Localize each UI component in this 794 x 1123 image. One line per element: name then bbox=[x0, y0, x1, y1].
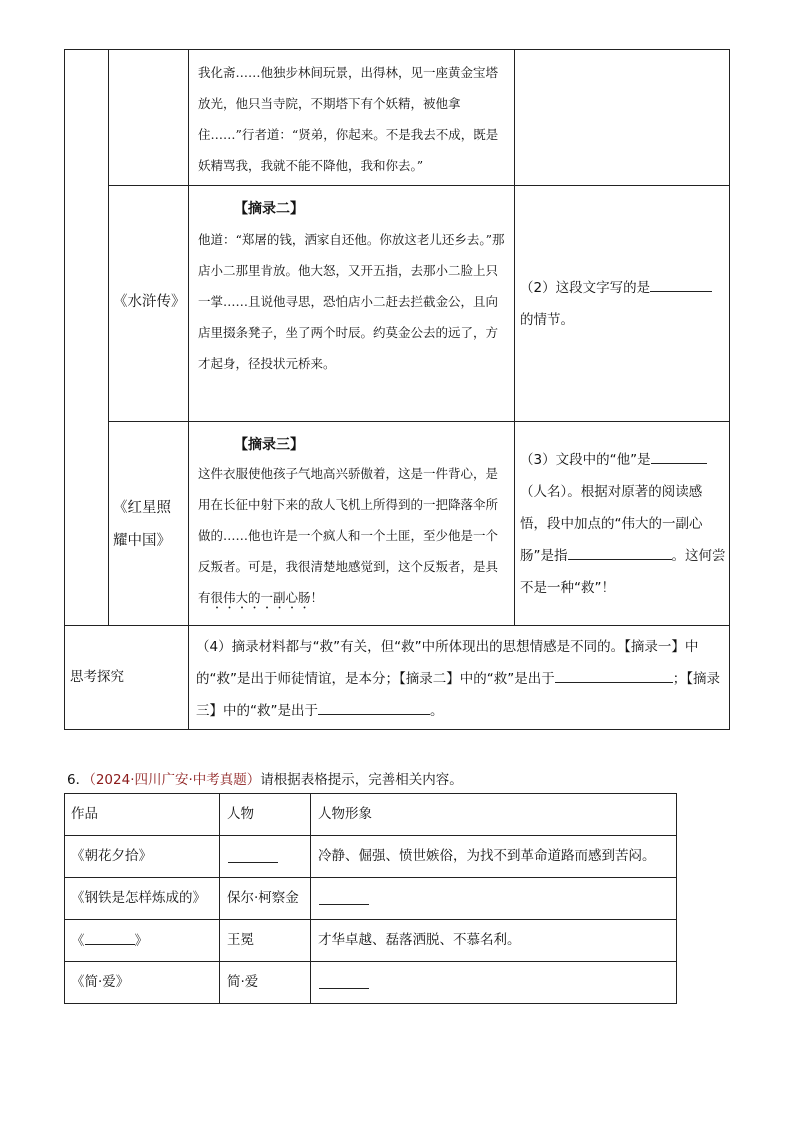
answer-blank-name[interactable] bbox=[651, 447, 707, 464]
excerpt-three-text bbox=[198, 458, 506, 613]
table-row-3-work-close: 》 bbox=[134, 933, 148, 949]
answer-blank-work-3[interactable] bbox=[85, 930, 135, 945]
table-row-2-work: 《钢铁是怎样炼成的》 bbox=[71, 890, 206, 906]
question-source-close: ） bbox=[246, 772, 261, 788]
excerpt-three-part2: ！ bbox=[310, 590, 324, 605]
answer-blank-rescue-three[interactable] bbox=[318, 698, 430, 715]
table-row-3-image: 才华卓越、磊落洒脱、不慕名利。 bbox=[318, 932, 521, 948]
book-title-red-star-line2: 耀中国》 bbox=[113, 533, 171, 549]
table-row-4-person: 简·爱 bbox=[227, 974, 259, 990]
question-source: 2024·四川广安·中考真题 bbox=[95, 772, 247, 788]
question-four-c: 。 bbox=[430, 703, 444, 719]
question-two-prefix: （2）这段文字写的是 bbox=[520, 280, 651, 296]
answer-blank-heart[interactable] bbox=[568, 543, 672, 560]
excerpt-two-text: 他道：“郑屠的钱，洒家自还他。你放这老儿还乡去。”那店小二那里肯放。他大怒，又开五指，去那小二脸上只一掌……且说他寻思，恐怕店小二赶去拦截金公，且向店里掇条凳子，坐了两个时辰。约莫金公去的远了，方才起身，径投状元桥来。 bbox=[198, 232, 505, 371]
excerpt-three-tag: 【摘录三】 bbox=[234, 437, 304, 453]
book-title-water-margin: 《水浒传》 bbox=[113, 294, 186, 310]
table-row-3-person: 王冕 bbox=[227, 932, 254, 948]
question-four-a: （4）摘录材料都与“救”有关，但“救”中所体现出的思想情感是不同的。【摘录一】中的“救”是出于师徒情谊，是本分；【摘录二】中的“救”是出于 bbox=[196, 639, 699, 687]
table-row-3-work bbox=[71, 930, 148, 951]
question-six-number: 6． bbox=[67, 772, 90, 788]
answer-blank-image-4[interactable] bbox=[319, 988, 369, 989]
answer-blank-image-2[interactable] bbox=[319, 904, 369, 905]
question-six-prompt: 请根据表格提示，完善相关内容。 bbox=[260, 772, 463, 788]
header-work: 作品 bbox=[71, 806, 98, 822]
think-explore-label: 思考探究 bbox=[70, 669, 124, 685]
table-row-2-person: 保尔·柯察金 bbox=[227, 890, 299, 906]
excerpt-three-part1: 这件衣服使他孩子气地高兴骄傲着，这是一件背心，是用在长征中射下来的敌人飞机上所得到的一把降落伞所做的……他也许是一个疯人和一个土匪，至少他是一个反叛者。可是，我很清楚地感觉到，这个反叛者，是具有 bbox=[198, 466, 499, 605]
excerpt-one-text: 我化斋……他独步林间玩景，出得林，见一座黄金宝塔放光，他只当寺院，不期塔下有个妖精，被他拿住……”行者道：“贤弟，你起来。不是我去不成，既是妖精骂我，我就不能不降他，我和你去。” bbox=[198, 65, 499, 173]
book-title-red-star-line1: 《红星照 bbox=[113, 500, 171, 516]
header-image: 人物形象 bbox=[318, 806, 372, 822]
question-two bbox=[520, 272, 725, 336]
excerpt-three-dotted: 很伟大的一副心肠 bbox=[210, 590, 311, 605]
question-three-c: 。这何尝不是一种“救”！ bbox=[520, 548, 726, 596]
header-person: 人物 bbox=[227, 806, 254, 822]
answer-blank-plot[interactable] bbox=[650, 275, 712, 292]
table-row-1-work: 《朝花夕拾》 bbox=[71, 848, 152, 864]
question-three bbox=[520, 444, 726, 604]
excerpt-two bbox=[198, 198, 506, 379]
excerpt-one-continued bbox=[198, 57, 506, 181]
question-three-b: （人名）。根据对原著的阅读感悟，段中加点的“伟大的一副心肠”是指 bbox=[520, 484, 703, 564]
answer-blank-person-1[interactable] bbox=[228, 862, 278, 863]
excerpt-two-tag: 【摘录二】 bbox=[234, 201, 304, 217]
table-row-4-work: 《简·爱》 bbox=[71, 974, 130, 990]
answer-blank-rescue-two[interactable] bbox=[555, 666, 673, 683]
question-source-open: （ bbox=[89, 772, 96, 788]
question-four-b: ；【摘录三】中的“救”是出于 bbox=[196, 671, 720, 719]
book-title-red-star bbox=[113, 492, 189, 558]
table-row-3-work-open: 《 bbox=[71, 933, 85, 949]
question-six-heading bbox=[67, 768, 463, 788]
table-row-1-image: 冷静、倔强、愤世嫉俗，为找不到革命道路而感到苦闷。 bbox=[318, 848, 656, 864]
question-three-a: （3）文段中的“他”是 bbox=[520, 452, 651, 468]
excerpt-three bbox=[198, 434, 506, 613]
question-two-suffix: 的情节。 bbox=[520, 312, 574, 328]
question-four bbox=[196, 631, 726, 727]
